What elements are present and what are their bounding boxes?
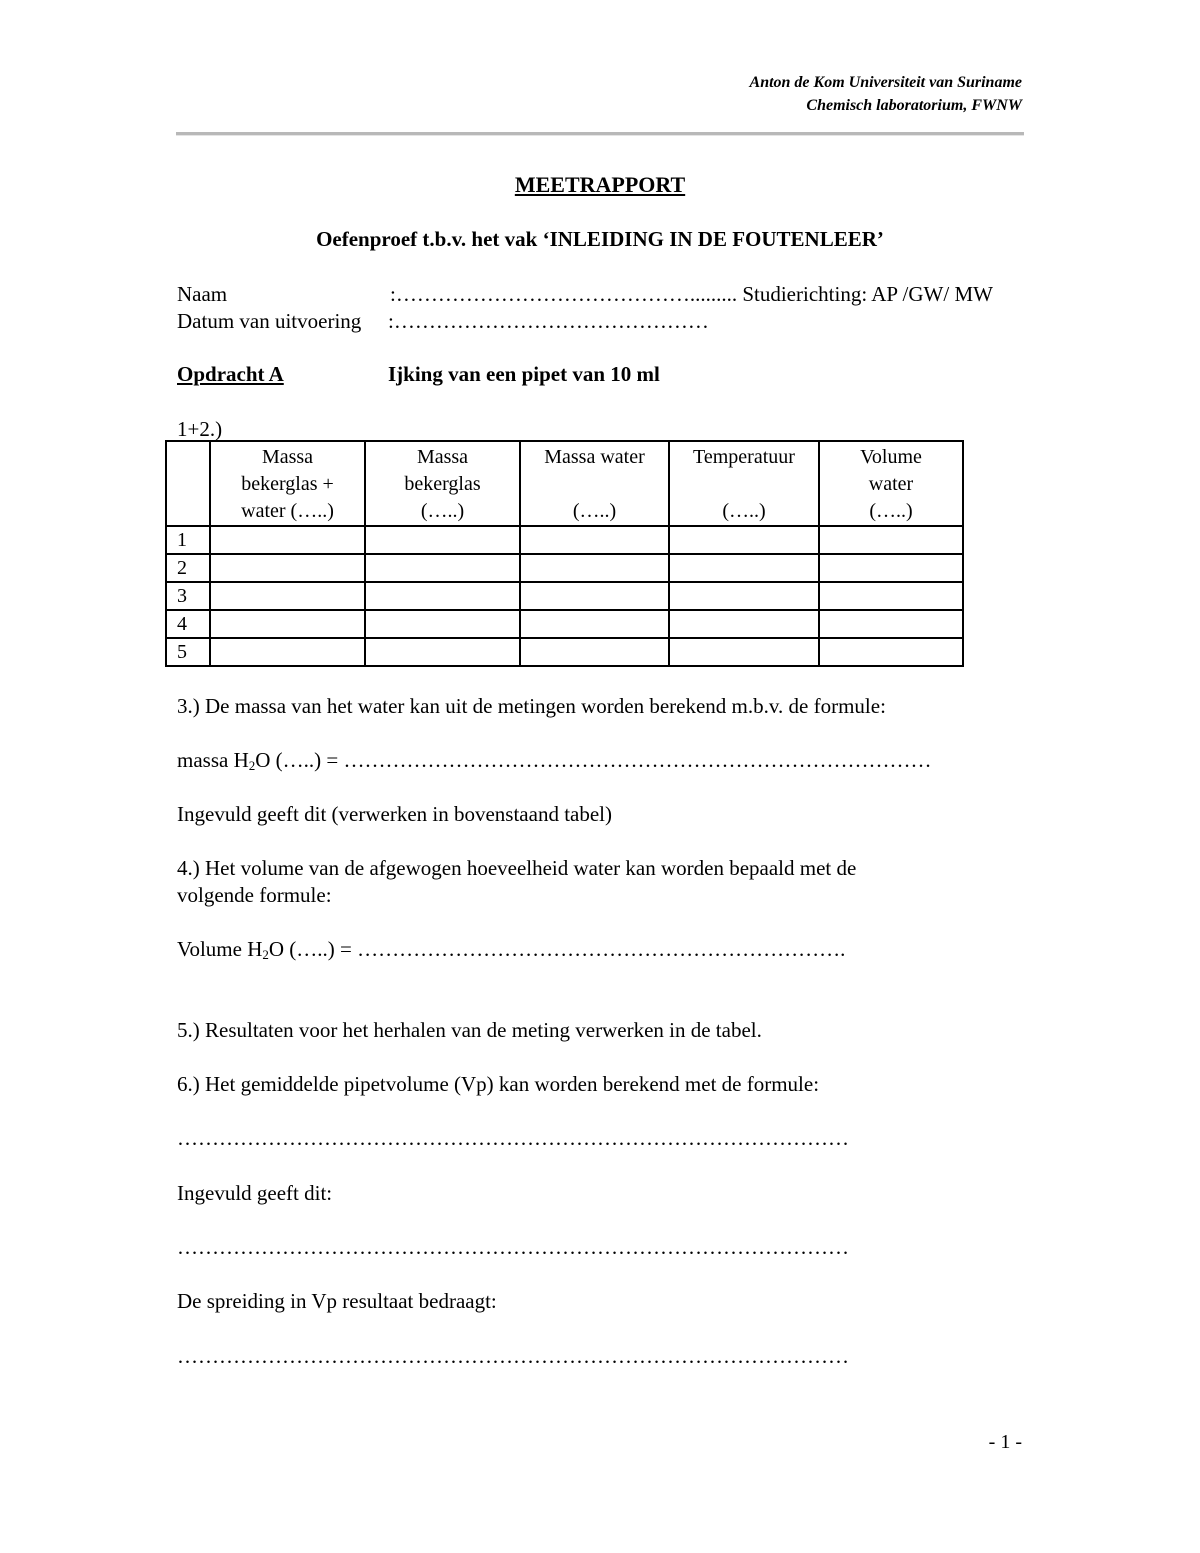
row-number: 1: [166, 526, 210, 554]
question-3-fill: Ingevuld geeft dit (verwerken in bovenstaand tabel): [177, 802, 613, 826]
table-input-cell[interactable]: [669, 610, 819, 638]
table-corner-cell: [166, 441, 210, 526]
table-header-cell: [819, 441, 963, 526]
table-input-cell[interactable]: [365, 526, 520, 554]
header-line: (…..): [420, 500, 465, 522]
header-line: Massa water: [544, 446, 645, 468]
table-input-cell[interactable]: [669, 638, 819, 666]
table-input-cell[interactable]: [520, 638, 669, 666]
table-input-cell[interactable]: [210, 638, 365, 666]
table-input-cell[interactable]: [210, 526, 365, 554]
answer-line-filled[interactable]: ……………………………………………………………………………………: [177, 1235, 849, 1259]
formula-volume-suffix: O (…..) = …………………………………………………………….: [268, 937, 846, 961]
table-header-cell: [210, 441, 365, 526]
row-number: 5: [166, 638, 210, 666]
header-line: Temperatuur: [693, 446, 795, 468]
table-header-row: [166, 441, 963, 526]
table-header-cell: [365, 441, 520, 526]
question-4-line1: 4.) Het volume van de afgewogen hoeveelheid water kan worden bepaald met de: [177, 856, 857, 880]
table-row: [166, 610, 963, 638]
header-line: (…..): [572, 500, 617, 522]
table-row: [166, 638, 963, 666]
table-input-cell[interactable]: [669, 554, 819, 582]
row-number: 2: [166, 554, 210, 582]
header-line: bekerglas: [404, 473, 481, 495]
table-input-cell[interactable]: [669, 526, 819, 554]
naam-label: Naam: [177, 282, 228, 306]
table-input-cell[interactable]: [210, 610, 365, 638]
table-input-cell[interactable]: [520, 554, 669, 582]
formula-mass-suffix: O (…..) = …………………………………………………………………………: [255, 748, 932, 772]
header-line: water: [868, 473, 914, 495]
measurement-table: [165, 440, 964, 667]
header-university: Anton de Kom Universiteit van Suriname: [749, 74, 1022, 91]
table-input-cell[interactable]: [365, 554, 520, 582]
table-input-cell[interactable]: [819, 582, 963, 610]
answer-line-spread[interactable]: ……………………………………………………………………………………: [177, 1344, 849, 1368]
header-line: bekerglas +: [241, 473, 334, 495]
table-input-cell[interactable]: [819, 526, 963, 554]
row-number: 3: [166, 582, 210, 610]
table-input-cell[interactable]: [210, 582, 365, 610]
header-line: water (…..): [241, 500, 334, 522]
table-input-cell[interactable]: [520, 526, 669, 554]
table-input-cell[interactable]: [520, 610, 669, 638]
table-input-cell[interactable]: [365, 638, 520, 666]
naam-field[interactable]: :……………………………………......... Studierichting: AP /GW/ MW: [390, 282, 993, 306]
table-row: [166, 554, 963, 582]
formula-volume[interactable]: [177, 937, 845, 962]
header-line: Massa: [416, 446, 469, 468]
header-lab: Chemisch laboratorium, FWNW: [806, 97, 1022, 114]
table-caption: 1+2.): [177, 417, 223, 441]
formula-mass-prefix: massa H: [177, 748, 249, 772]
filled-label: Ingevuld geeft dit:: [177, 1181, 333, 1205]
header-line: (…..): [869, 500, 913, 522]
datum-field[interactable]: :………………………………………: [388, 309, 709, 333]
table-input-cell[interactable]: [819, 638, 963, 666]
header-line: Massa: [261, 446, 314, 468]
table-input-cell[interactable]: [210, 554, 365, 582]
assignment-label: Opdracht A: [177, 362, 284, 386]
header-line: (…..): [722, 500, 766, 522]
assignment-title: Ijking van een pipet van 10 ml: [388, 362, 660, 386]
table-input-cell[interactable]: [669, 582, 819, 610]
table-row: [166, 526, 963, 554]
table-input-cell[interactable]: [365, 582, 520, 610]
formula-mass-subscript: 2: [248, 758, 256, 773]
datum-label: Datum van uitvoering: [177, 309, 362, 333]
table-input-cell[interactable]: [819, 554, 963, 582]
answer-line-formula[interactable]: ……………………………………………………………………………………: [177, 1126, 849, 1150]
formula-volume-subscript: 2: [262, 947, 269, 962]
page-subtitle: Oefenproef t.b.v. het vak ‘INLEIDING IN DE FOUTENLEER’: [316, 227, 884, 251]
formula-mass[interactable]: [177, 748, 932, 773]
table-input-cell[interactable]: [365, 610, 520, 638]
table-row: [166, 582, 963, 610]
row-number: 4: [166, 610, 210, 638]
spread-label: De spreiding in Vp resultaat bedraagt:: [177, 1289, 497, 1313]
page-title: MEETRAPPORT: [514, 172, 686, 197]
question-6: 6.) Het gemiddelde pipetvolume (Vp) kan worden berekend met de formule:: [177, 1072, 820, 1096]
question-4-line2: volgende formule:: [177, 883, 332, 907]
header-line: [521, 471, 668, 498]
formula-volume-prefix: Volume H: [177, 937, 263, 961]
table-header-cell: [669, 441, 819, 526]
question-3: 3.) De massa van het water kan uit de metingen worden berekend m.b.v. de formule:: [177, 694, 886, 718]
table-header-cell: [520, 441, 669, 526]
page-number: - 1 -: [988, 1431, 1022, 1453]
header-line: [670, 471, 818, 498]
header-rule: [176, 132, 1024, 136]
table-input-cell[interactable]: [520, 582, 669, 610]
table-input-cell[interactable]: [819, 610, 963, 638]
header-line: Volume: [860, 446, 922, 468]
question-5: 5.) Resultaten voor het herhalen van de meting verwerken in de tabel.: [177, 1018, 762, 1042]
